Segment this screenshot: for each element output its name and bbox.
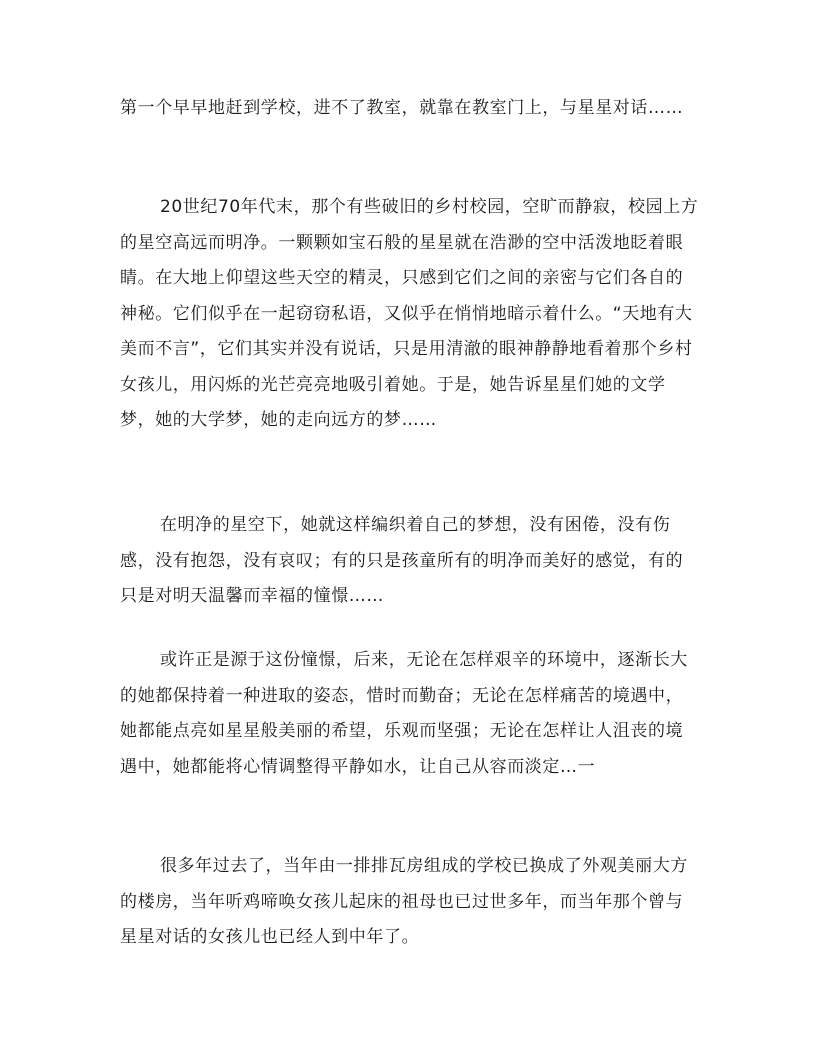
paragraph-3 — [120, 508, 700, 615]
paragraph-4-text: 或许正是源于这份憧憬，后来，无论在怎样艰辛的环境中，逐渐长大的她都保持着一种进取的姿态，惜时而勤奋；无论在怎样痛苦的境遇中，她都能点亮如星星般美丽的希望，乐观而坚强；无论在怎样让人沮丧的境遇中，她都能将心情调整得平静如水，让自己从容而淡定…一 — [120, 650, 688, 777]
paragraph-5-text: 很多年过去了，当年由一排排瓦房组成的学校已换成了外观美丽大方的楼房，当年听鸡啼唤女孩儿起床的祖母也已过世多年，而当年那个曾与星星对话的女孩儿也已经人到中年了。 — [120, 856, 688, 947]
paragraph-1 — [120, 91, 700, 127]
paragraph-5 — [120, 849, 700, 956]
paragraph-4 — [120, 643, 700, 785]
paragraph-3-text: 在明净的星空下，她就这样编织着自己的梦想，没有困倦，没有伤感，没有抱怨，没有哀叹；有的只是孩童所有的明净而美好的感觉，有的只是对明天温馨而幸福的憧憬…… — [120, 515, 684, 606]
paragraph-2-text: 20世纪70年代末，那个有些破旧的乡村校园，空旷而静寂，校园上方的星空高远而明净。一颗颗如宝石般的星星就在浩渺的空中活泼地眨着眼睛。在大地上仰望这些天空的精灵，只感到它们之间的亲密与它们各自的神秘。它们似乎在一起窃窃私语，又似乎在悄悄地暗示着什么。“天地有大美而不言”，它们其实并没有说话，只是用清澈的眼神静静地看着那个乡村女孩儿，用闪烁的光芒亮亮地吸引着她。于是，她告诉星星们她的文学梦，她的大学梦，她的走向远方的梦…… — [120, 197, 699, 430]
paragraph-2 — [120, 190, 700, 439]
paragraph-1-text: 第一个早早地赶到学校，进不了教室，就靠在教室门上，与星星对话…… — [120, 98, 684, 118]
